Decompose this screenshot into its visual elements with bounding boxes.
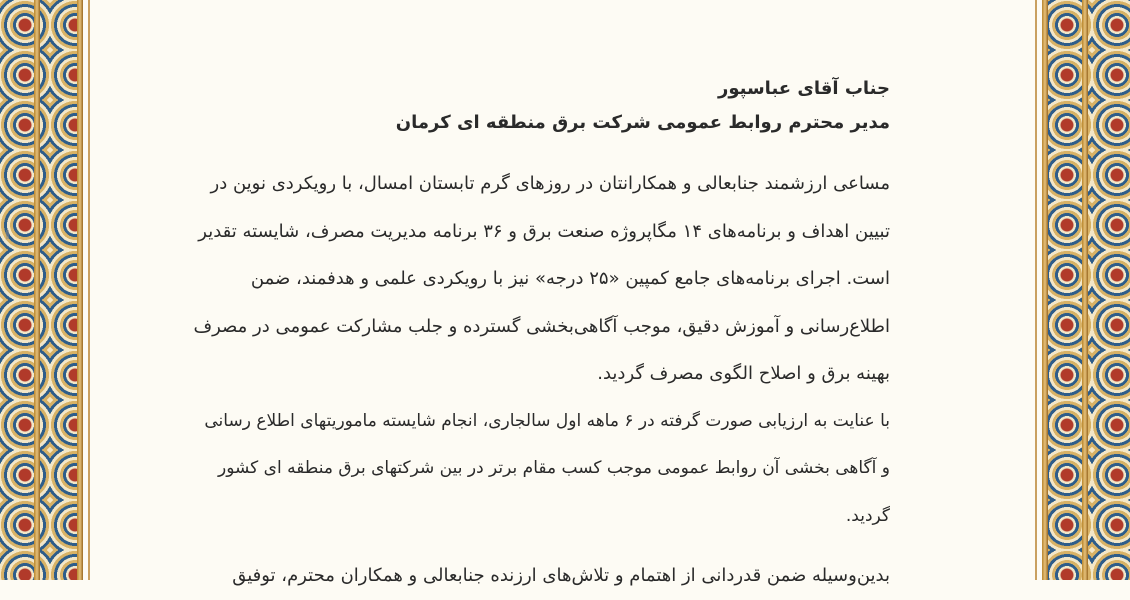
border-rule-left bbox=[88, 0, 90, 580]
paragraph-closing bbox=[150, 552, 890, 600]
recipient-title: مدیر محترم روابط عمومی شرکت برق منطقه ای کرمان bbox=[395, 112, 890, 133]
paragraph-appreciation bbox=[150, 160, 890, 398]
letter-body bbox=[150, 72, 890, 600]
decorative-border-right bbox=[1042, 0, 1130, 580]
paragraph-line: است. اجرای برنامه‌های جامع کمپین «۲۵ درجه» نیز با رویکردی علمی و هدفمند، ضمن bbox=[250, 268, 890, 289]
addressee-block bbox=[150, 72, 890, 140]
paragraph-line: و آگاهی بخشی آن روابط عمومی موجب کسب مقام برتر در بین شرکتهای برق منطقه ای کشور bbox=[218, 458, 890, 478]
paragraph-line: تبیین اهداف و برنامه‌های ۱۴ مگاپروژه صنعت برق و ۳۶ برنامه مدیریت مصرف، شایسته تقدیر bbox=[198, 220, 890, 242]
paragraph-line: گردید. bbox=[845, 505, 890, 526]
paragraph-line: بهینه برق و اصلاح الگوی مصرف گردید. bbox=[597, 363, 890, 384]
paragraph-line: با عنایت به ارزیابی صورت گرفته در ۶ ماهه اول سالجاری، انجام شایسته ماموریتهای اطلاع رسانی bbox=[204, 410, 890, 431]
paragraph-line: مساعی ارزشمند جنابعالی و همکارانتان در روزهای گرم تابستان امسال، با رویکردی نوین در bbox=[210, 173, 890, 194]
decorative-border-left bbox=[0, 0, 83, 580]
paragraph-line: بدین‌وسیله ضمن قدردانی از اهتمام و تلاش‌های ارزنده جنابعالی و همکاران محترم، توفیق bbox=[232, 565, 890, 586]
scan-mark bbox=[6, 230, 9, 239]
salutation: جناب آقای عباسپور bbox=[717, 78, 890, 99]
paragraph-evaluation bbox=[150, 398, 890, 541]
border-rule-right bbox=[1035, 0, 1037, 580]
paragraph-line: اطلاع‌رسانی و آموزش دقیق، موجب آگاهی‌بخشی گسترده و جلب مشارکت عمومی در مصرف bbox=[193, 315, 890, 337]
